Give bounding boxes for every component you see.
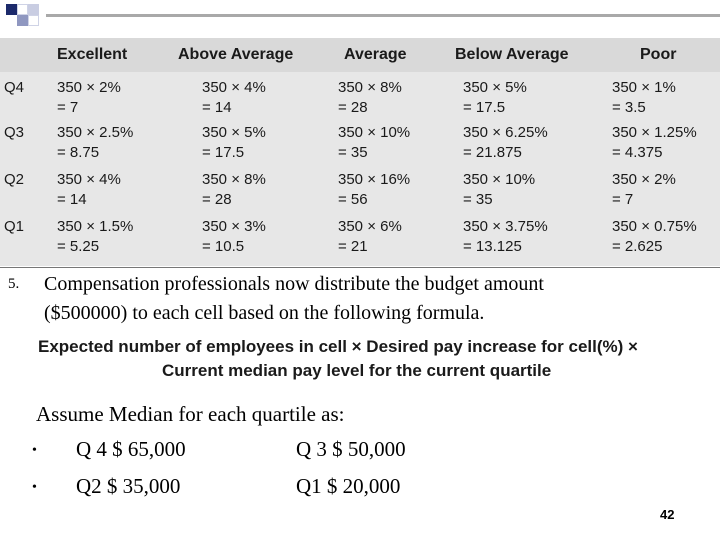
decor-square-icon xyxy=(17,4,28,15)
column-header-average: Average xyxy=(344,46,407,63)
table-cell: 350 × 1.25% = 4.375 xyxy=(612,124,697,161)
row-label-q3: Q3 xyxy=(4,124,25,141)
row-label-q4: Q4 xyxy=(4,79,25,96)
formula-numerator: Expected number of employees in cell × Desired pay increase for cell(%) × xyxy=(38,337,638,356)
page-number: 42 xyxy=(660,507,675,522)
table-cell: 350 × 16% = 56 xyxy=(338,171,411,208)
row-label-q2: Q2 xyxy=(4,171,25,188)
title-rule xyxy=(46,14,720,17)
table-cell: 350 × 5% = 17.5 xyxy=(463,79,527,116)
bullet-icon: • xyxy=(32,480,37,495)
item-text-line: ($500000) to each cell based on the following formula. xyxy=(44,302,485,324)
item-text-line: Compensation professionals now distribute the budget amount xyxy=(44,273,544,295)
table-cell: 350 × 3.75% = 13.125 xyxy=(463,218,548,255)
item-text xyxy=(44,270,684,328)
decor-square-icon xyxy=(28,15,39,26)
table-bottom-rule xyxy=(0,267,720,268)
table-cell: 350 × 8% = 28 xyxy=(202,171,266,208)
column-header-below-average: Below Average xyxy=(455,46,569,63)
bullet-icon: • xyxy=(32,443,37,458)
median-q4: Q 4 $ 65,000 xyxy=(76,437,186,461)
table-cell: 350 × 1.5% = 5.25 xyxy=(57,218,134,255)
table-cell: 350 × 10% = 35 xyxy=(338,124,411,161)
table-cell: 350 × 6% = 21 xyxy=(338,218,402,255)
decor-square-icon xyxy=(28,4,39,15)
column-header-poor: Poor xyxy=(640,46,677,63)
item-number: 5. xyxy=(8,276,20,292)
table-cell: 350 × 0.75% = 2.625 xyxy=(612,218,697,255)
median-q1: Q1 $ 20,000 xyxy=(296,474,401,498)
decor-square-icon xyxy=(6,4,17,15)
table-cell: 350 × 4% = 14 xyxy=(202,79,266,116)
table-cell: 350 × 1% = 3.5 xyxy=(612,79,676,116)
table-cell: 350 × 2% = 7 xyxy=(612,171,676,208)
column-header-excellent: Excellent xyxy=(57,46,128,63)
assume-title: Assume Median for each quartile as: xyxy=(36,402,345,426)
table-cell: 350 × 8% = 28 xyxy=(338,79,402,116)
table-cell: 350 × 6.25% = 21.875 xyxy=(463,124,548,161)
column-header-above-average: Above Average xyxy=(178,46,294,63)
table-cell: 350 × 5% = 17.5 xyxy=(202,124,266,161)
table-cell: 350 × 10% = 35 xyxy=(463,171,536,208)
formula-denominator: Current median pay level for the current quartile xyxy=(162,361,552,380)
decor-square-icon xyxy=(17,15,28,26)
median-q2: Q2 $ 35,000 xyxy=(76,474,181,498)
table-cell: 350 × 2.5% = 8.75 xyxy=(57,124,134,161)
table-cell: 350 × 2% = 7 xyxy=(57,79,121,116)
table-header xyxy=(0,38,720,72)
table-cell: 350 × 4% = 14 xyxy=(57,171,121,208)
median-q3: Q 3 $ 50,000 xyxy=(296,437,406,461)
row-label-q1: Q1 xyxy=(4,218,25,235)
table-cell: 350 × 3% = 10.5 xyxy=(202,218,266,255)
